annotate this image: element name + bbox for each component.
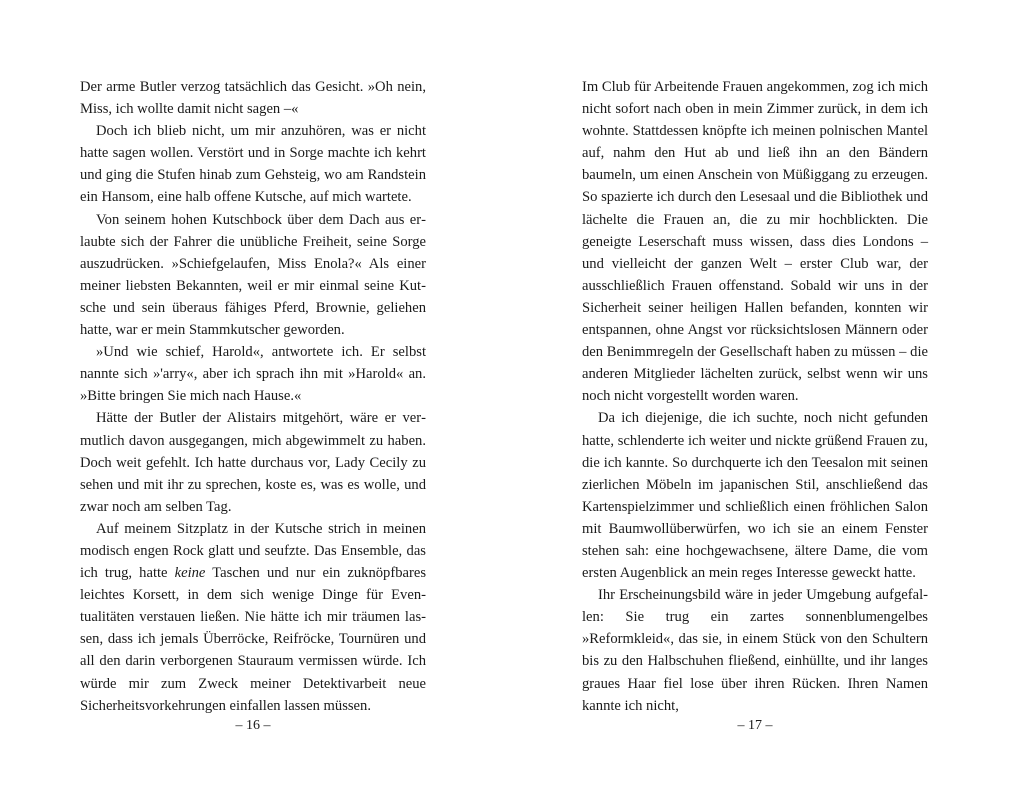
- paragraph: »Und wie schief, Harold«, antwortete ich. Er selbst nannte sich »'arry«, aber ich sprach ihn mit »Harold« an. »Bitte bringen Sie mich nach Hause.«: [80, 344, 426, 405]
- paragraph: Doch ich blieb nicht, um mir anzuhören, was er nicht hatte sagen wollen. Verstört und in Sorge machte ich kehrt und ging die Stufen hinab zum Gehsteig, wo am Randstein ein Hansom, eine halb offene Kutsche, auf mich wartete.: [80, 123, 426, 206]
- paragraph: Da ich diejenige, die ich suchte, noch nicht gefunden hatte, schlenderte ich weiter und nickte grüßend Frauen zu, die ich kannte. So durchquerte ich den Teesalon mit seinen zierlichen Möbeln im japanischen Stil, anschließend das Kartenspielzimmer und schließlich einen fröhlichen Salon mit Baumwollüberwürfen, wo ich sie an einem Fenster stehen sah: eine hochgewachsene, ältere Dame, die vom ersten Augenblick an mein reges Interesse geweckt hatte.: [582, 410, 928, 582]
- page-number-right: – 17 –: [737, 718, 773, 733]
- paragraph-text: Taschen und nur ein zuknöpfbares leichtes Korsett, in dem sich wenige Dinge für Eventualitäten verstauen ließen. Nie hätte ich mir träumen lassen, dass ich jemals Überröcke, Reifröcke, Tournüren und all den darin verborgenen Stauraum vermissen würde. Ich würde mir zum Zweck meiner Detektivarbeit neue Sicherheitsvorkehrungen einfallen lassen müssen.: [80, 565, 426, 714]
- paragraph: Der arme Butler verzog tatsächlich das Gesicht. »Oh nein, Miss, ich wollte damit nicht sagen –«: [80, 79, 426, 118]
- paragraph: Von seinem hohen Kutschbock über dem Dach aus erlaubte sich der Fahrer die unübliche Freiheit, seine Sorge auszudrücken. »Schiefgelaufen, Miss Enola?« Als einer meiner liebsten Bekannten, weil er mir einmal seine Kutsche und sein überaus fähiges Pferd, Brownie, geliehen hatte, war er mein Stammkutscher geworden.: [80, 211, 426, 339]
- right-page: [582, 76, 928, 717]
- emphasis-text: keine: [174, 565, 206, 582]
- paragraph: Hätte der Butler der Alistairs mitgehört, wäre er vermutlich davon ausgegangen, mich abgewimmelt zu haben. Doch weit gefehlt. Ich hatte durchaus vor, Lady Cecily zu sehen und mit ihr zu sprechen, koste es, was es wolle, und zwar noch am selben Tag.: [80, 410, 426, 515]
- paragraph: [80, 518, 426, 717]
- paragraph: Im Club für Arbeitende Frauen angekommen, zog ich mich nicht sofort nach oben in mein Zimmer zurück, in dem ich wohnte. Stattdessen knöpfte ich meinen polnischen Mantel auf, nahm den Hut ab und ließ ihn an den Bändern baumeln, um einen Anschein von Müßiggang zu erzeugen. So spazierte ich durch den Lesesaal und die Bibliothek und lächelte die Frauen an, die zu mir hochblickten. Die geneigte Leserschaft muss wissen, dass dies Londons – und vielleicht der ganzen Welt – erster Club war, der ausschließlich Frauen offenstand. Sobald wir uns in der Sicherheit seiner heiligen Hallen befanden, konnten wir entspannen, ohne Angst vor rücksichtslosen Männern oder den Benimmregeln der Gesellschaft haben zu müssen – die anderen Mitglieder lächelten zurück, selbst wenn wir uns noch nicht vorgestellt worden waren.: [582, 79, 928, 405]
- page-number-left: – 16 –: [235, 718, 271, 733]
- paragraph-text: Auf meinem Sitzplatz in der Kutsche strich in meinen modisch engen Rock glatt und seufzte. Das Ensemble, das ich trug, hatte: [80, 520, 426, 582]
- paragraph: Ihr Erscheinungsbild wäre in jeder Umgebung aufgefallen: Sie trug ein zartes sonnenblumengelbes »Reformkleid«, das sie, in einem Stück von den Schultern bis zu den Halbschuhen fließend, einhüllte, und ihr langes graues Haar fiel lose über ihren Rücken. Ihren Namen kannte ich nicht,: [582, 587, 928, 714]
- left-page: [80, 76, 426, 717]
